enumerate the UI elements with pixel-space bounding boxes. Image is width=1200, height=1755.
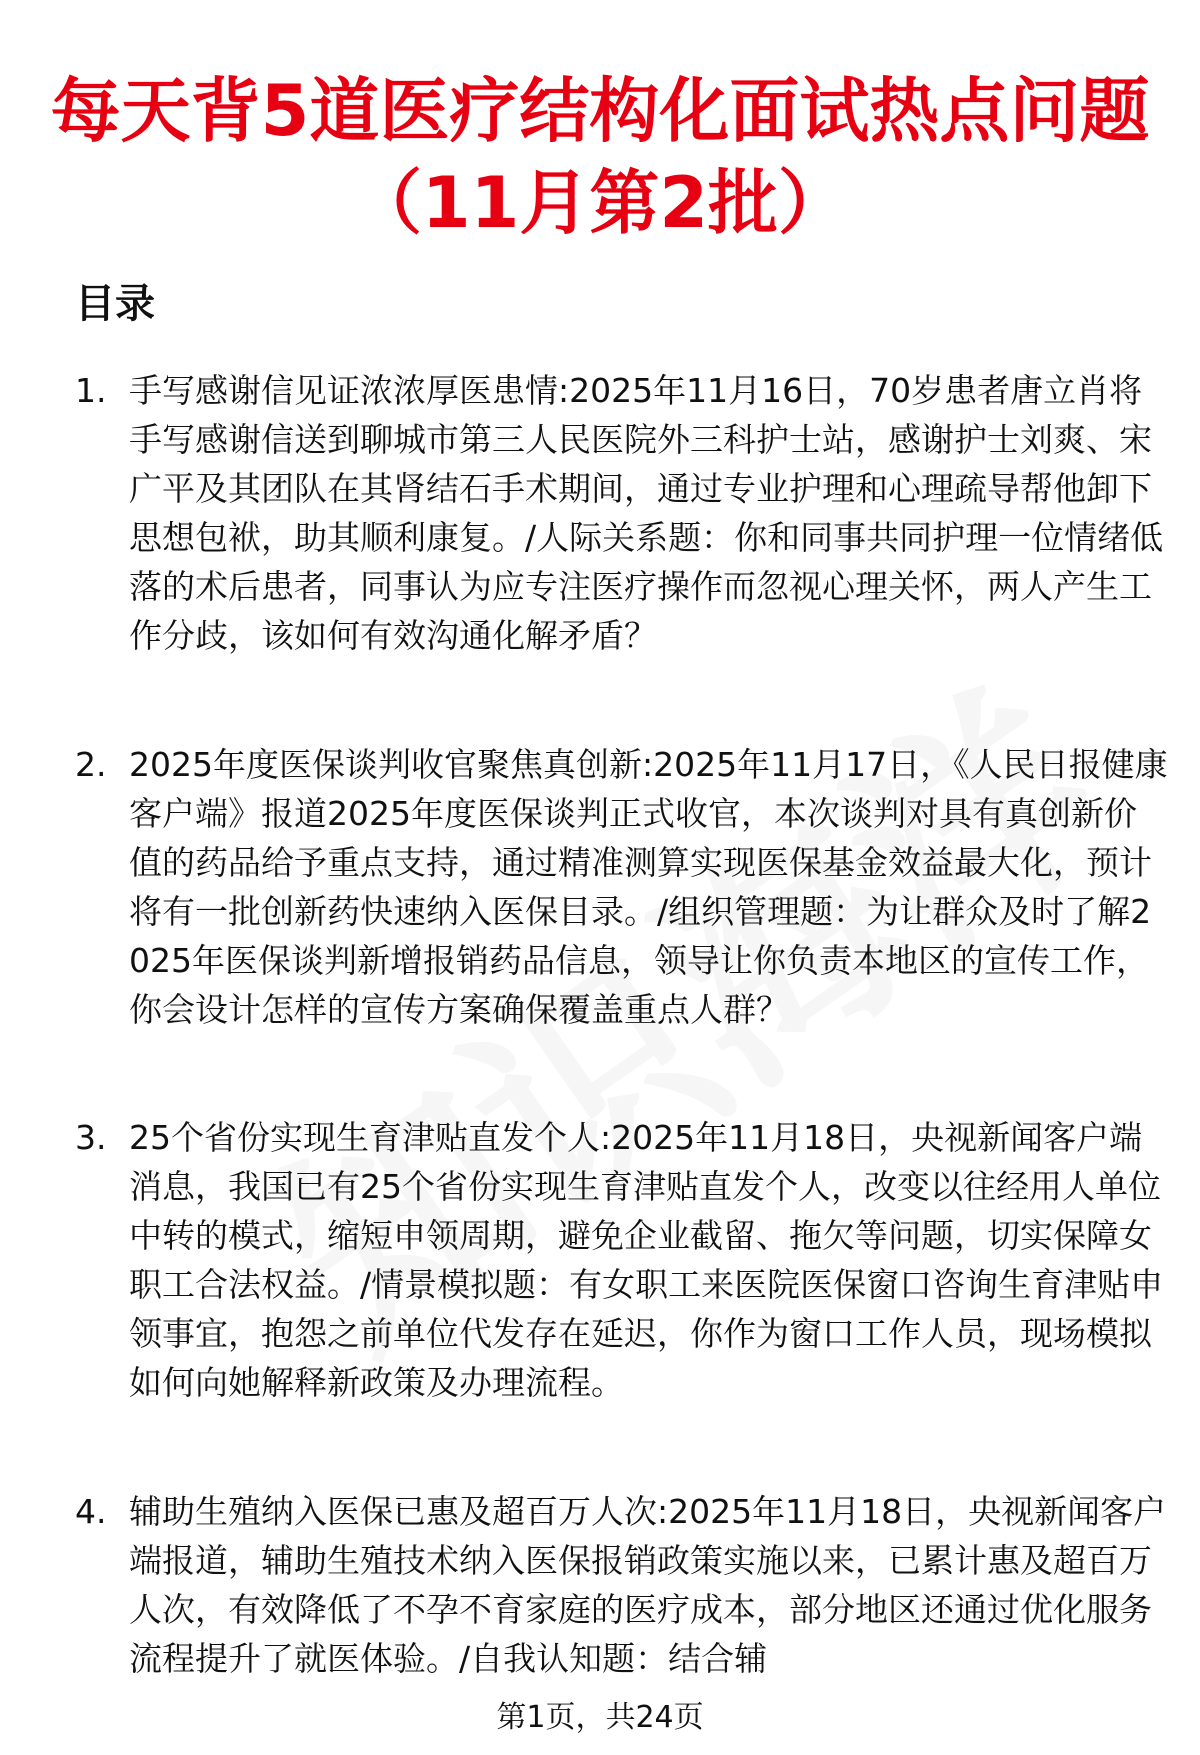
list-item-text: 辅助生殖纳入医保已惠及超百万人次:2025年11月18日，央视新闻客户端报道，辅助生殖技术纳入医保报销政策实施以来，已累计惠及超百万人次，有效降低了不孕不育家庭的医疗成本，部分地区还通过优化服务流程提升了就医体验。/自我认知题：结合辅	[129, 1492, 1167, 1678]
page-title-line2: （11月第2批）	[351, 162, 849, 244]
page-footer: 第1页，共24页	[496, 1700, 704, 1735]
list-item-number: 2.	[75, 745, 107, 784]
list-item-text: 手写感谢信见证浓浓厚医患情:2025年11月16日，70岁患者唐立肖将手写感谢信送到聊城市第三人民医院外三科护士站，感谢护士刘爽、宋广平及其团队在其肾结石手术期间，通过专业护理和心理疏导帮他卸下思想包袱，助其顺利康复。/人际关系题：你和同事共同护理一位情绪低落的术后患者，同事认为应专注医疗操作而忽视心理关怀，两人产生工作分歧，该如何有效沟通化解矛盾？	[129, 371, 1164, 655]
list-item-text: 25个省份实现生育津贴直发个人:2025年11月18日，央视新闻客户端消息，我国已有25个省份实现生育津贴直发个人，改变以往经用人单位中转的模式，缩短申领周期，避免企业截留、拖欠等问题，切实保障女职工合法权益。/情景模拟题：有女职工来医院医保窗口咨询生育津贴申领事宜，抱怨之前单位代发存在延迟，你作为窗口工作人员，现场模拟如何向她解释新政策及办理流程。	[129, 1118, 1164, 1402]
list-item-number: 4.	[75, 1492, 107, 1531]
list-item-text: 2025年度医保谈判收官聚焦真创新:2025年11月17日，《人民日报健康客户端》报道2025年度医保谈判正式收官，本次谈判对具有真创新价值的药品给予重点支持，通过精准测算实现医保基金效益最大化，预计将有一批创新药快速纳入医保目录。/组织管理题：为让群众及时了解2025年医保谈判新增报销药品信息，领导让你负责本地区的宣传工作，你会设计怎样的宣传方案确保覆盖重点人群？	[129, 745, 1168, 1029]
page-title-line1: 每天背5道医疗结构化面试热点问题	[50, 70, 1150, 152]
toc-heading: 目录	[75, 281, 155, 327]
list-item-number: 1.	[75, 371, 107, 410]
list-item-number: 3.	[75, 1118, 107, 1157]
